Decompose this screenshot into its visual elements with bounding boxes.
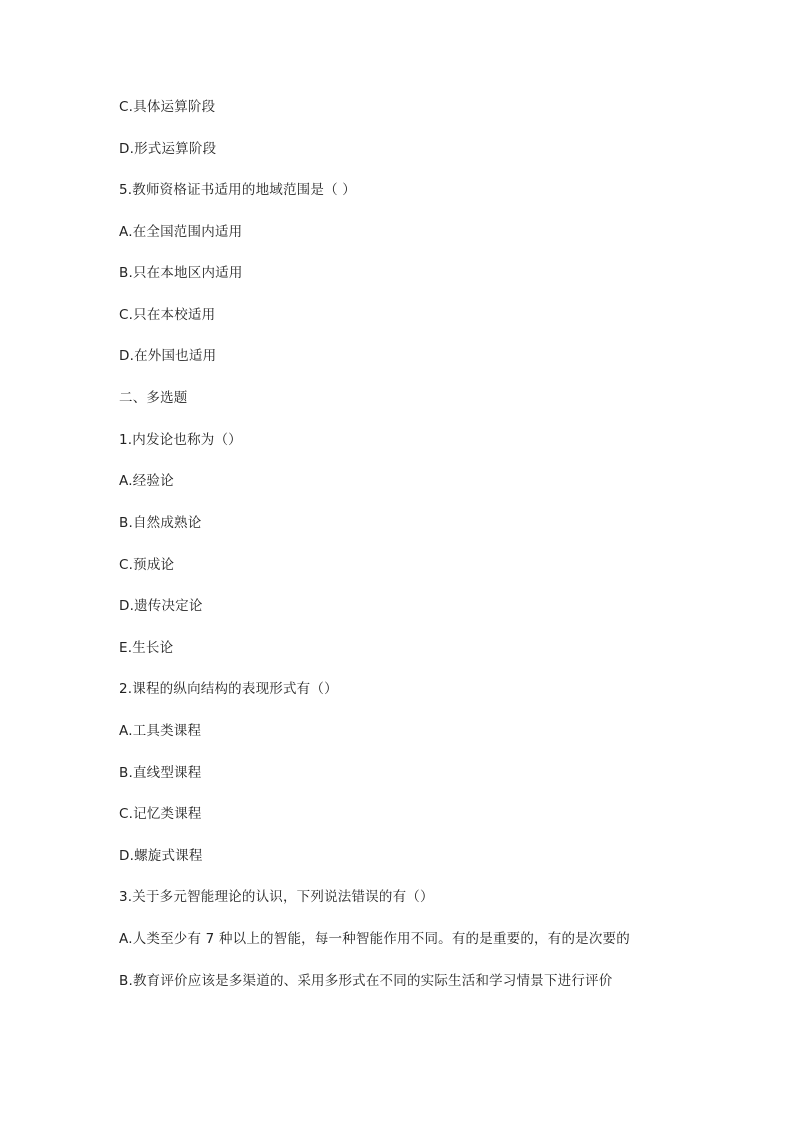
option-d-formal-operational: D.形式运算阶段 [119, 141, 217, 157]
mc-question-2: 2.课程的纵向结构的表现形式有（） [119, 681, 338, 697]
question-5-option-a: A.在全国范围内适用 [119, 224, 243, 240]
mc-question-2-option-c: C.记忆类课程 [119, 806, 202, 822]
option-c-concrete-operational: C.具体运算阶段 [119, 99, 216, 115]
mc-question-2-option-a: A.工具类课程 [119, 723, 202, 739]
mc-question-3: 3.关于多元智能理论的认识，下列说法错误的有（） [119, 889, 434, 905]
mc-question-3-option-a: A.人类至少有 7 种以上的智能，每一种智能作用不同。有的是重要的，有的是次要的 [119, 931, 630, 947]
mc-question-1-option-a: A.经验论 [119, 473, 174, 489]
question-5-option-b: B.只在本地区内适用 [119, 265, 243, 281]
mc-question-1-option-c: C.预成论 [119, 557, 175, 573]
question-5: 5.教师资格证书适用的地域范围是（ ） [119, 182, 356, 198]
mc-question-1-option-d: D.遗传决定论 [119, 598, 203, 614]
mc-question-1-option-e: E.生长论 [119, 640, 174, 656]
section-heading-multiple-choice: 二、多选题 [119, 390, 188, 406]
mc-question-3-option-b: B.教育评价应该是多渠道的、采用多形式在不同的实际生活和学习情景下进行评价 [119, 973, 613, 989]
mc-question-2-option-d: D.螺旋式课程 [119, 848, 203, 864]
mc-question-1-option-b: B.自然成熟论 [119, 515, 202, 531]
mc-question-2-option-b: B.直线型课程 [119, 765, 202, 781]
question-5-option-c: C.只在本校适用 [119, 307, 216, 323]
mc-question-1: 1.内发论也称为（） [119, 432, 242, 448]
question-5-option-d: D.在外国也适用 [119, 348, 217, 364]
